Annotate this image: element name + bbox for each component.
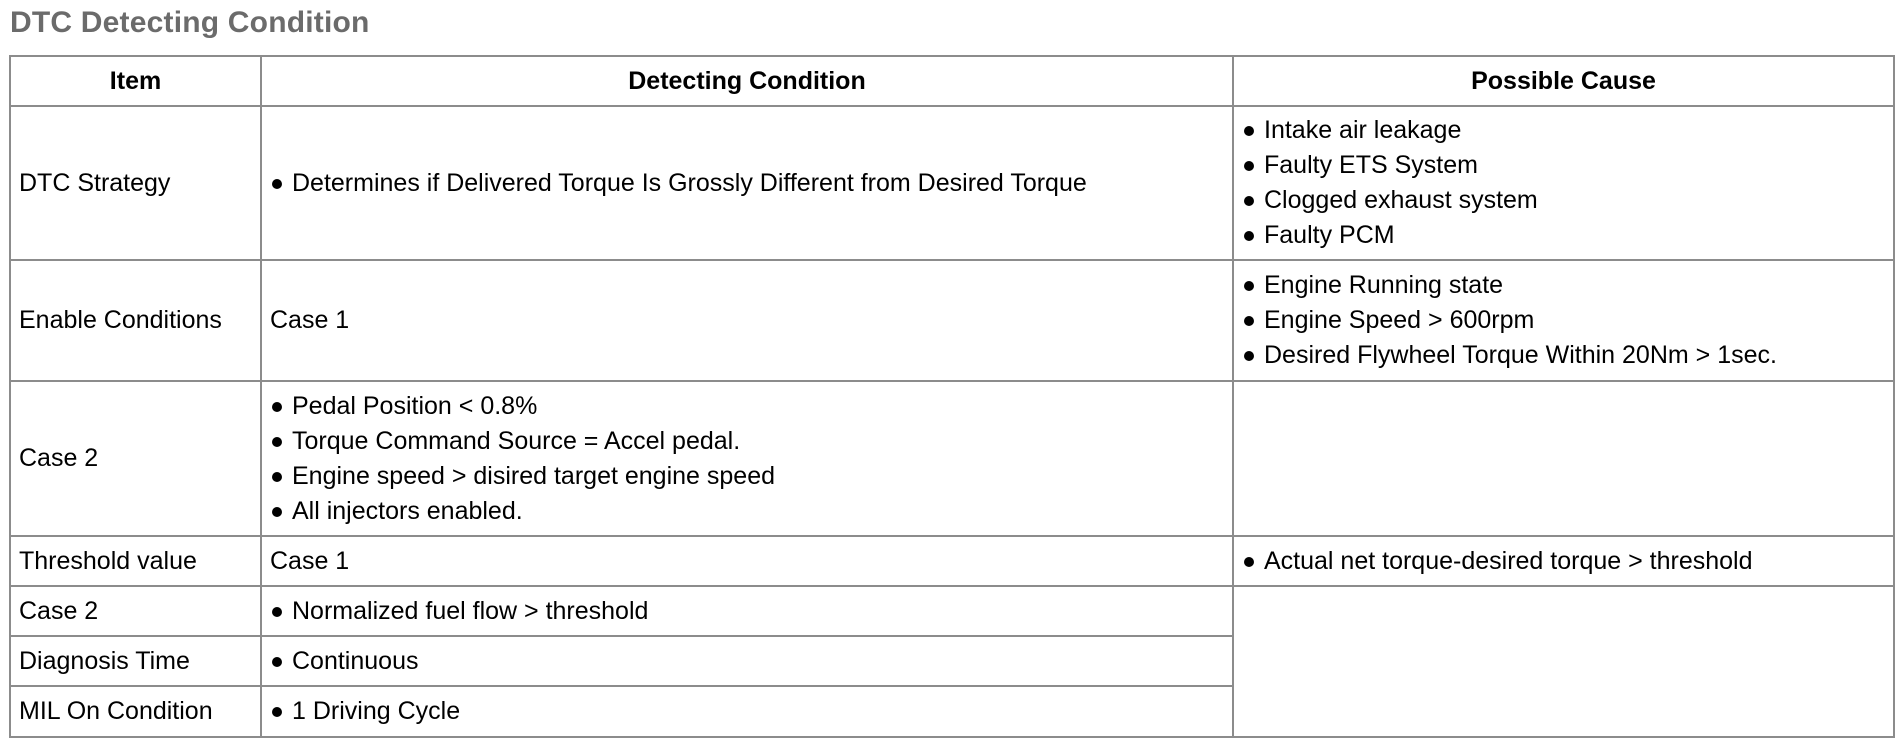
- condition-cell: [261, 106, 1233, 260]
- cause-text: Faulty PCM: [1264, 221, 1395, 249]
- header-item: Item: [10, 56, 261, 106]
- list-item: [270, 459, 1224, 494]
- item-cell: Case 2: [10, 381, 261, 536]
- cause-text: Engine Speed > 600rpm: [1264, 306, 1535, 334]
- condition-cell: [261, 586, 1233, 636]
- cause-cell: [1233, 536, 1894, 586]
- bullet-icon: [272, 402, 282, 412]
- page-title: DTC Detecting Condition: [10, 6, 370, 39]
- cause-text: Clogged exhaust system: [1264, 186, 1538, 214]
- list-item: [270, 424, 1224, 459]
- list-item: [270, 494, 1224, 529]
- cause-cell: [1233, 106, 1894, 260]
- cause-text: Intake air leakage: [1264, 116, 1462, 144]
- bullet-icon: [272, 607, 282, 617]
- condition-text: Torque Command Source = Accel pedal.: [292, 426, 741, 455]
- condition-cell: [261, 636, 1233, 686]
- bullet-icon: [1244, 196, 1254, 206]
- list-item: [270, 594, 1224, 629]
- condition-text: All injectors enabled.: [292, 496, 523, 525]
- condition-cell: Case 1: [261, 536, 1233, 586]
- condition-text: Pedal Position < 0.8%: [292, 391, 538, 420]
- bullet-icon: [272, 437, 282, 447]
- item-cell: Case 2: [10, 586, 261, 636]
- header-row: [10, 56, 1894, 106]
- condition-cell: [261, 381, 1233, 536]
- bullet-icon: [272, 179, 282, 189]
- condition-cell: [261, 686, 1233, 737]
- table-row: [10, 586, 1894, 636]
- cause-cell: [1233, 586, 1894, 737]
- list-item: [1242, 268, 1885, 303]
- item-cell: Diagnosis Time: [10, 636, 261, 686]
- list-item: [1242, 303, 1885, 338]
- cause-text: Faulty ETS System: [1264, 151, 1478, 179]
- bullet-icon: [272, 472, 282, 482]
- bullet-icon: [1244, 231, 1254, 241]
- bullet-icon: [1244, 161, 1254, 171]
- bullet-icon: [1244, 281, 1254, 291]
- table-row: [10, 536, 1894, 586]
- header-detecting-condition: Detecting Condition: [261, 56, 1233, 106]
- condition-text: Normalized fuel flow > threshold: [292, 596, 649, 625]
- bullet-icon: [1244, 351, 1254, 361]
- list-item: [270, 644, 1224, 679]
- bullet-icon: [272, 657, 282, 667]
- list-item: [1242, 218, 1885, 253]
- condition-cell: Case 1: [261, 260, 1233, 381]
- item-cell: Threshold value: [10, 536, 261, 586]
- dtc-table: [9, 55, 1895, 738]
- list-item: [270, 166, 1224, 201]
- cause-cell: [1233, 260, 1894, 381]
- table-row: [10, 106, 1894, 260]
- table-row: [10, 260, 1894, 381]
- condition-text: Determines if Delivered Torque Is Grossly Different from Desired Torque: [292, 168, 1087, 197]
- item-cell: Enable Conditions: [10, 260, 261, 381]
- list-item: [270, 389, 1224, 424]
- cause-text: Desired Flywheel Torque Within 20Nm > 1sec.: [1264, 341, 1777, 369]
- cause-text: Actual net torque-desired torque > threshold: [1264, 546, 1753, 575]
- table-row: [10, 381, 1894, 536]
- bullet-icon: [272, 507, 282, 517]
- bullet-icon: [272, 707, 282, 717]
- item-cell: DTC Strategy: [10, 106, 261, 260]
- list-item: [1242, 338, 1885, 373]
- condition-text: Engine speed > disired target engine speed: [292, 461, 775, 490]
- cause-cell: [1233, 381, 1894, 536]
- bullet-icon: [1244, 126, 1254, 136]
- list-item: [1242, 113, 1885, 148]
- condition-text: Continuous: [292, 646, 419, 675]
- cause-text: Engine Running state: [1264, 271, 1504, 299]
- list-item: [1242, 544, 1885, 579]
- bullet-icon: [1244, 316, 1254, 326]
- condition-text: 1 Driving Cycle: [292, 697, 461, 725]
- header-possible-cause: Possible Cause: [1233, 56, 1894, 106]
- list-item: [270, 694, 1224, 729]
- list-item: [1242, 148, 1885, 183]
- list-item: [1242, 183, 1885, 218]
- bullet-icon: [1244, 557, 1254, 567]
- item-cell: MIL On Condition: [10, 686, 261, 737]
